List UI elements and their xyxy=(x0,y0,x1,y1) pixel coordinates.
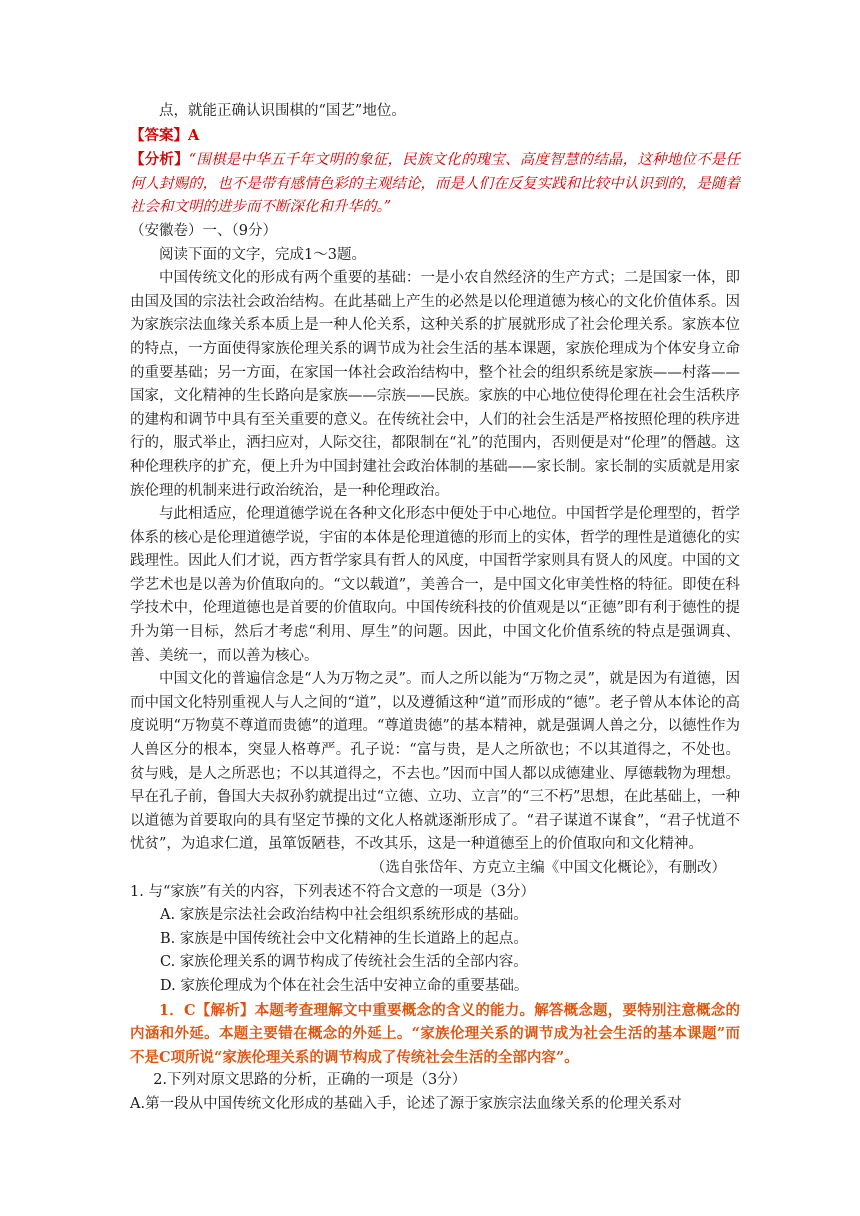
question-1-option-b: B. 家族是中国传统社会中文化精神的生长道路上的起点。 xyxy=(160,930,528,947)
question-1-stem: 1. 与“家族”有关的内容，下列表述不符合文意的一项是（3分） xyxy=(130,883,535,900)
analysis-label: 【分析】 xyxy=(130,151,189,169)
answer-label: 【答案】 xyxy=(130,126,188,144)
answer-value: A xyxy=(188,126,200,144)
question-1-option-a: A. 家族是宗法社会政治结构中社会组织系统形成的基础。 xyxy=(160,907,528,924)
question-2-option-a: A.第一段从中国传统文化形成的基础入手，论述了源于家族宗法血缘关系的伦理关系对 xyxy=(130,1095,682,1112)
passage-paragraph-1: 中国传统文化的形成有两个重要的基础：一是小农自然经济的生产方式；二是国家一体，即由国及国的宗法社会政治结构。在此基础上产生的必然是以伦理道德为核心的文化价值体系。因为家族宗法血缘关系本质上是一种人伦关系，这种关系的扩展就形成了社会伦理关系。家族本位的特点，一方面使得家族伦理关系的调节成为社会生活的基本课题，家族伦理成为个体安身立命的重要基础；另一方面，在家国一体社会政治结构中，整个社会的组织系统是家族——村落——国家，文化精神的生长路向是家族——宗族——民族。家族的中心地位使得伦理在社会生活秩序的建构和调节中具有至关重要的意义。在传统社会中，人们的社会生活是严格按照伦理的秩序进行的，服式举止，洒扫应对，人际交往，都限制在“礼”的范围内，否则便是对“伦理”的僭越。这种伦理秩序的扩充，便上升为中国封建社会政治体制的基础——家长制。家长制的实质就是用家族伦理的机制来进行政治统治，是一种伦理政治。 xyxy=(130,270,740,499)
passage-paragraph-3: 中国文化的普遍信念是“人为万物之灵”。而人之所以能为“万物之灵”，就是因为有道德，因而中国文化特别重视人与人之间的“道”，以及遵循这种“道”而形成的“德”。老子曾从本体论的高度说明“万物莫不尊道而贵德”的道理。“尊道贵德”的基本精神，就是强调人兽之分，以德性作为人兽区分的根本，突显人格尊严。孔子说：“富与贵，是人之所欲也；不以其道得之，不处也。贫与贱，是人之所恶也；不以其道得之，不去也。”因而中国人都以成德建业、厚德载物为理想。早在孔子前，鲁国大夫叔孙豹就提出过“立德、立功、立言”的“三不朽”思想，在此基础上，一种以道德为首要取向的具有坚定节操的文化人格就逐渐形成了。“君子谋道不谋食”，“君子忧道不忧贫”，为追求仁道，虽箪饭陋巷，不改其乐，这是一种道德至上的价值取向和文化精神。 xyxy=(130,671,740,853)
passage-source: （选自张岱年、方克立主编《中国文化概论》，有删改） xyxy=(370,860,726,876)
question-1-answer: 1．C【解析】本题考查理解文中重要概念的含义的能力。解答概念题，要特别注意概念的内涵和外延。本题主要错在概念的外延上。“家族伦理关系的调节成为社会生活的基本课题”而不是C项所说“家族伦理关系的调节构成了传统社会生活的全部内容”。 xyxy=(130,1001,740,1066)
section-heading: （安徽卷）一、（9分） xyxy=(130,222,277,239)
analysis-text: “围棋是中华五千年文明的象征，民族文化的瑰宝、高度智慧的结晶，这种地位不是任何人封赐的，也不是带有感情色彩的主观结论，而是人们在反复实践和比较中认识到的，是随着社会和文明的进步而不断深化和升华的。” xyxy=(130,152,740,216)
document-body xyxy=(130,100,740,1117)
question-1-option-d: D. 家族伦理成为个体在社会生活中安神立命的重要基础。 xyxy=(160,977,529,994)
passage-paragraph-2: 与此相适应，伦理道德学说在各种文化形态中便处于中心地位。中国哲学是伦理型的，哲学体系的核心是伦理道德学说，宇宙的本体是伦理道德的形而上的实体，哲学的理性是道德化的实践理性。因此人们才说，西方哲学家具有哲人的风度，中国哲学家则具有贤人的风度。中国的文学艺术也是以善为价值取向的。“文以载道”，美善合一，是中国文化审美性格的特征。即使在科学技术中，伦理道德也是首要的价值取向。中国传统科技的价值观是以“正德”即有利于德性的提升为第一目标，然后才考虑“利用、厚生”的问题。因此，中国文化价值系统的特点是强调真、善、美统一，而以善为核心。 xyxy=(130,506,740,664)
previous-text-tail: 点，就能正确认识围棋的“国艺”地位。 xyxy=(159,103,406,119)
question-2-stem: 2.下列对原文思路的分析，正确的一项是（3分） xyxy=(153,1072,467,1089)
reading-instruction: 阅读下面的文字，完成1～3题。 xyxy=(159,246,366,263)
analysis-block xyxy=(130,148,740,220)
question-1-option-c: C. 家族伦理关系的调节构成了传统社会生活的全部内容。 xyxy=(160,954,528,971)
answer-line xyxy=(130,124,740,149)
